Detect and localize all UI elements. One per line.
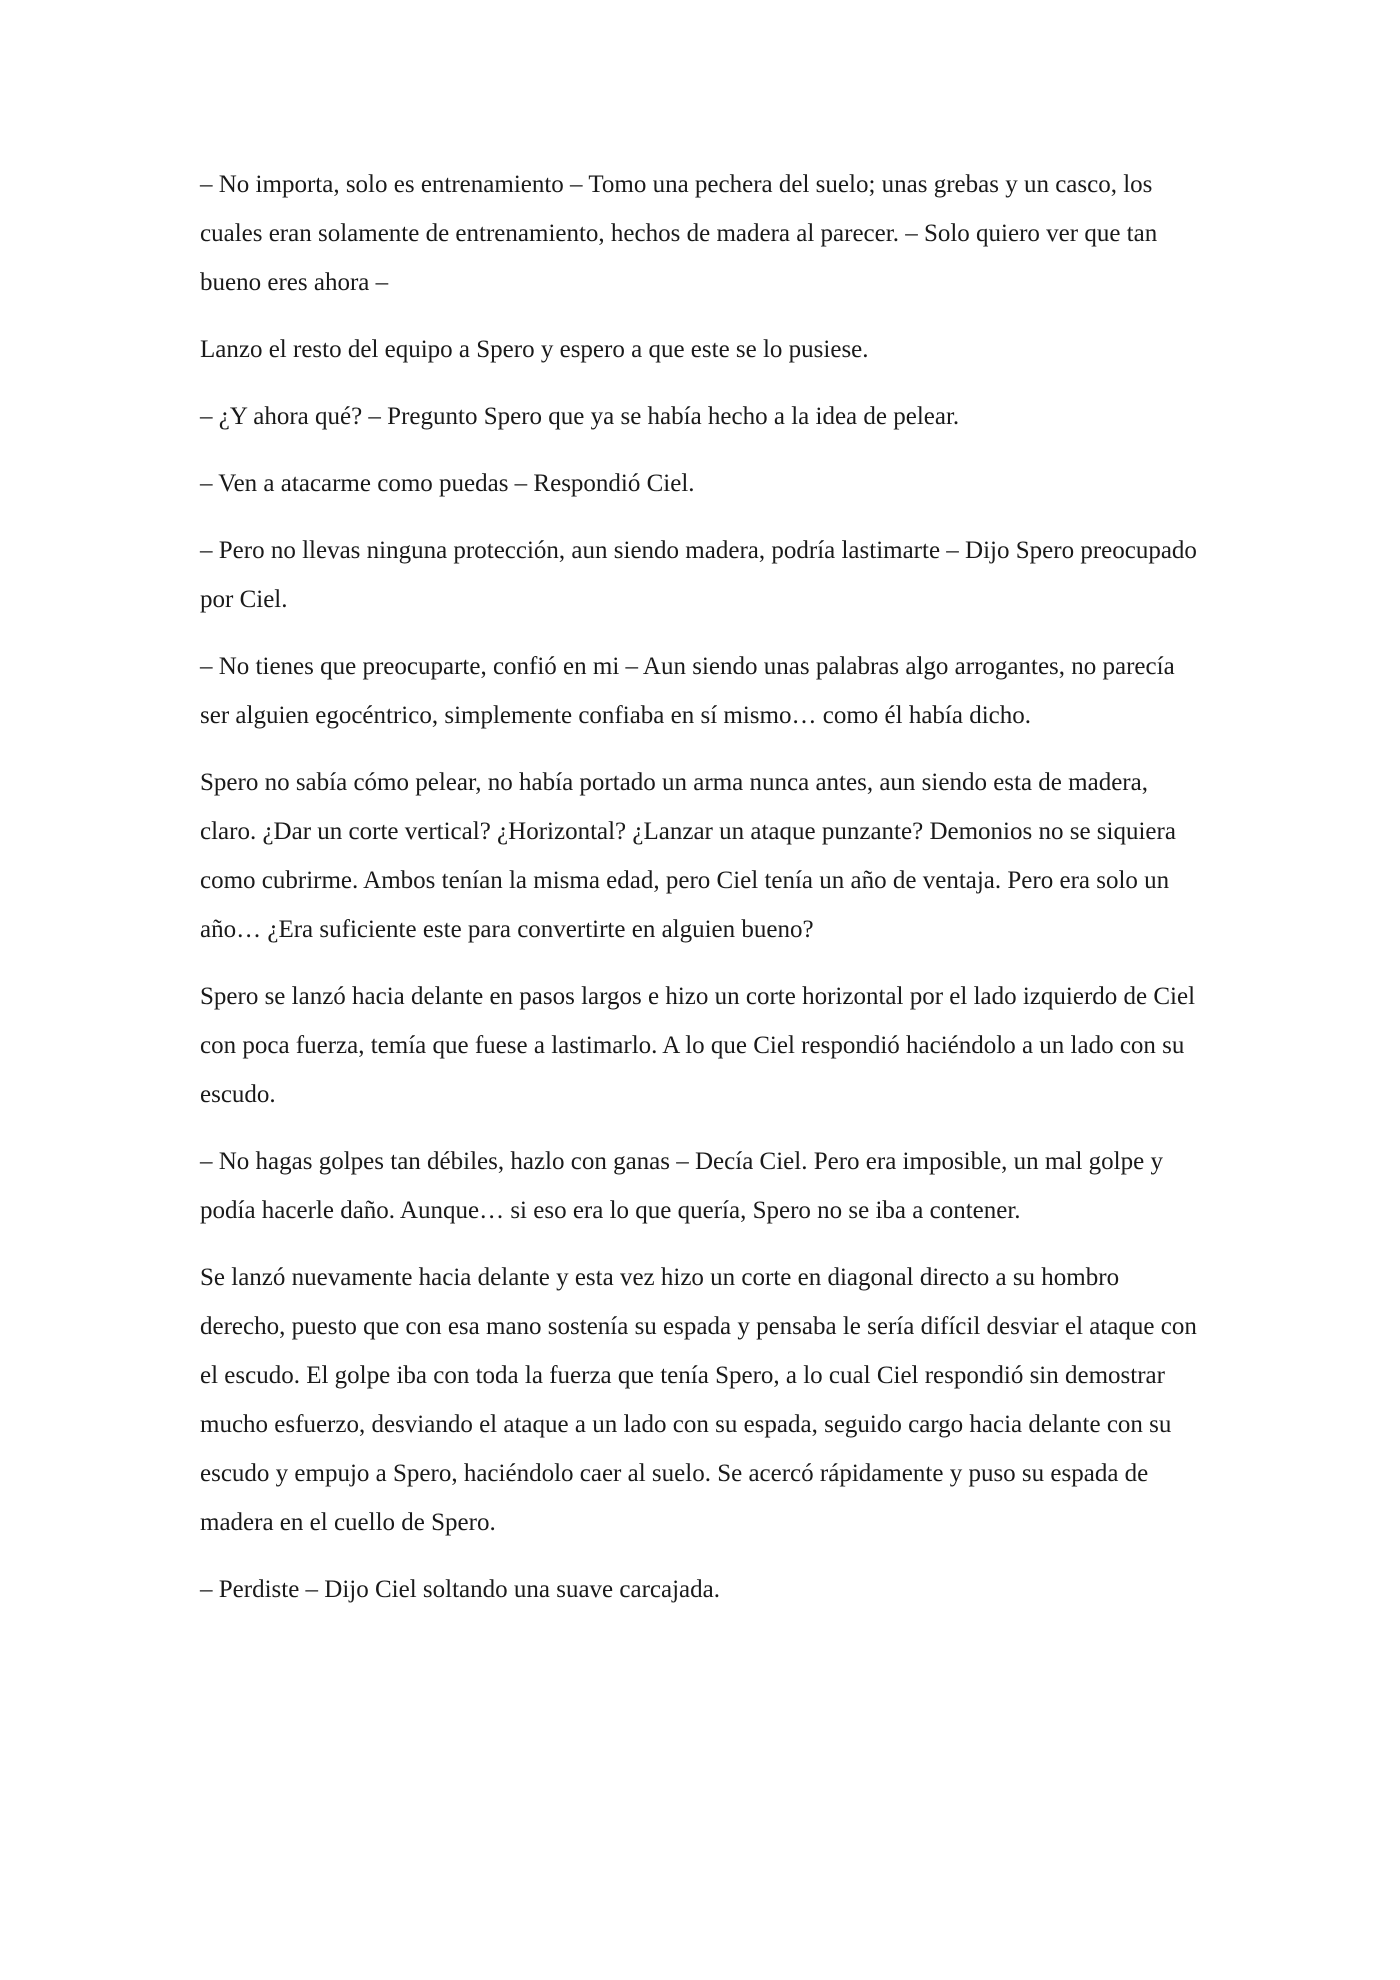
paragraph: Spero se lanzó hacia delante en pasos largos e hizo un corte horizontal por el lado izquierdo de Ciel con poca fuerza, temía que fuese a lastimarlo. A lo que Ciel respondió haciéndolo a un lado con su escudo. — [200, 983, 1196, 1108]
paragraph: Spero no sabía cómo pelear, no había portado un arma nunca antes, aun siendo esta de madera, claro. ¿Dar un corte vertical? ¿Horizontal? ¿Lanzar un ataque punzante? Demonios no se siquiera como cubrirme. Ambos tenían la misma edad, pero Ciel tenía un año de ventaja. Pero era solo un año… ¿Era suficiente este para convertirte en alguien bueno? — [200, 769, 1176, 943]
document-body — [200, 160, 1200, 1632]
paragraph: – No importa, solo es entrenamiento – Tomo una pechera del suelo; unas grebas y un casco, los cuales eran solamente de entrenamiento, hechos de madera al parecer. – Solo quiero ver que tan bueno eres ahora – — [200, 171, 1158, 296]
paragraph: – Ven a atacarme como puedas – Respondió Ciel. — [200, 470, 695, 497]
paragraph: – No tienes que preocuparte, confió en mi – Aun siendo unas palabras algo arrogantes, no parecía ser alguien egocéntrico, simplemente confiaba en sí mismo… como él había dicho. — [200, 653, 1175, 729]
paragraph: – No hagas golpes tan débiles, hazlo con ganas – Decía Ciel. Pero era imposible, un mal golpe y podía hacerle daño. Aunque… si eso era lo que quería, Spero no se iba a contener. — [200, 1148, 1163, 1224]
paragraph: Se lanzó nuevamente hacia delante y esta vez hizo un corte en diagonal directo a su hombro derecho, puesto que con esa mano sostenía su espada y pensaba le sería difícil desviar el ataque con el escudo. El golpe iba con toda la fuerza que tenía Spero, a lo cual Ciel respondió sin demostrar mucho esfuerzo, desviando el ataque a un lado con su espada, seguido cargo hacia delante con su escudo y empujo a Spero, haciéndolo caer al suelo. Se acercó rápidamente y puso su espada de madera en el cuello de Spero. — [200, 1264, 1197, 1536]
paragraph: – ¿Y ahora qué? – Pregunto Spero que ya se había hecho a la idea de pelear. — [200, 403, 960, 430]
paragraph: Lanzo el resto del equipo a Spero y espero a que este se lo pusiese. — [200, 336, 869, 363]
paragraph: – Perdiste – Dijo Ciel soltando una suave carcajada. — [200, 1576, 720, 1603]
paragraph: – Pero no llevas ninguna protección, aun siendo madera, podría lastimarte – Dijo Spero preocupado por Ciel. — [200, 537, 1197, 613]
